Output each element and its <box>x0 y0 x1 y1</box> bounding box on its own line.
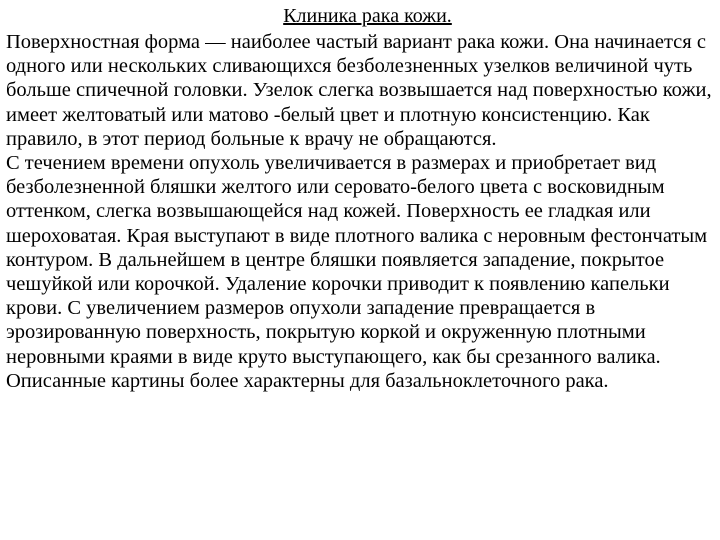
page-title: Клиника рака кожи. <box>283 5 452 27</box>
paragraph-superficial-form: Поверхностная форма — наиболее частый вариант рака кожи. Она начинается с одного или нескольких сливающихся безболезненных узелков величиной чуть больше спичечной головки. Узелок слегка возвышается над поверхностью кожи, имеет желтоватый или матово -белый цвет и плотную консистенцию. Как правило, в этот период больные к врачу не обращаются. <box>6 31 712 150</box>
paragraph-tumor-progression: С течением времени опухоль увеличивается в размерах и приобретает вид безболезненной бляшки желтого или серовато-белого цвета с восковидным оттенком, слегка возвышающейся над кожей. Поверхность ее гладкая или шероховатая. Края выступают в виде плотного валика с неровным фестончатым контуром. В дальнейшем в центре бляшки появляется западение, покрытое чешуйкой или корочкой. Удаление корочки приводит к появлению капельки крови. С увеличением размеров опухоли западение превращается в эрозированную поверхность, покрытую коркой и окруженную плотными неровными краями в виде круто выступающего, как бы срезанного валика. Описанные картины более характерны для базальноклеточного рака. <box>6 152 708 392</box>
